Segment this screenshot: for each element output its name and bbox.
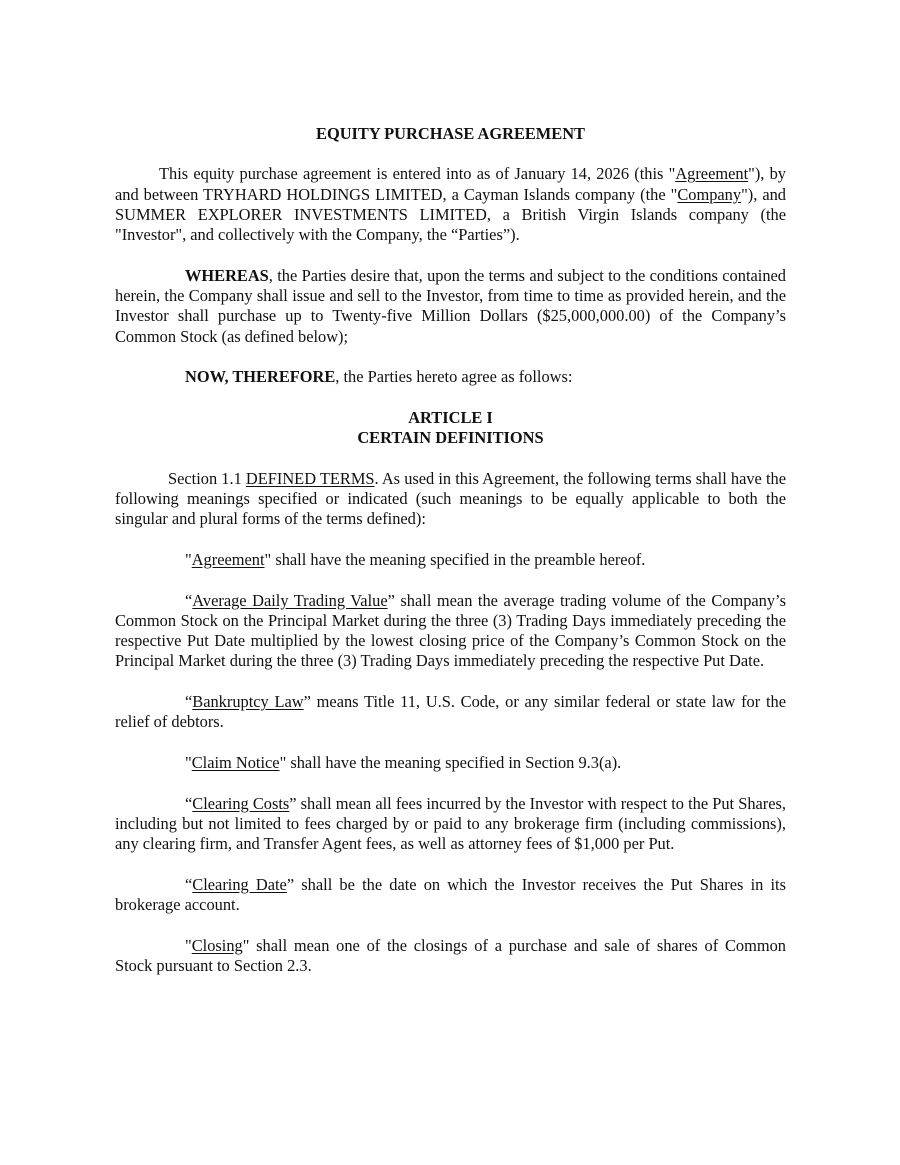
now-therefore-paragraph: NOW, THEREFORE, the Parties hereto agree as follows: bbox=[185, 367, 573, 387]
document-title: EQUITY PURCHASE AGREEMENT bbox=[316, 124, 585, 143]
definition-item: “Clearing Costs” shall mean all fees incurred by the Investor with respect to the Put Shares, including but not limited to fees charged by or paid to any brokerage firm (including commissions), any clearing firm, and Transfer Agent fees, as well as attorney fees of $1,000 per Put. bbox=[115, 793, 787, 854]
definition-item: "Agreement" shall have the meaning specified in the preamble hereof. bbox=[185, 549, 646, 569]
definition-item: “Clearing Date” shall be the date on which the Investor receives the Put Shares in its brokerage account. bbox=[115, 874, 786, 914]
whereas-paragraph: WHEREAS, the Parties desire that, upon the terms and subject to the conditions contained herein, the Company shall issue and sell to the Investor, from time to time as provided herein, and the Investor shall purchase up to Twenty-five Million Dollars ($25,000,000.00) of the Company’s Common Stock (as defined below); bbox=[115, 265, 786, 346]
definition-item: “Bankruptcy Law” means Title 11, U.S. Code, or any similar federal or state law for the relief of debtors. bbox=[115, 692, 786, 732]
defined-term-company: Company bbox=[677, 184, 742, 204]
definition-item: "Claim Notice" shall have the meaning specified in Section 9.3(a). bbox=[185, 752, 622, 772]
definition-item: "Closing" shall mean one of the closings of a purchase and sale of shares of Common Stock pursuant to Section 2.3. bbox=[115, 935, 786, 975]
section-title: DEFINED TERMS bbox=[245, 468, 375, 488]
preamble-paragraph: This equity purchase agreement is entered into as of January 14, 2026 (this "Agreement"), by and between TRYHARD HOLDINGS LIMITED, a Cayman Islands company (the "Company"), and SUMMER EXPLORER INVESTMENTS LIMITED, a British Virgin Islands company (the "Investor", and collectively with the Company, the “Parties”). bbox=[115, 164, 786, 245]
defined-term-agreement: Agreement bbox=[675, 164, 749, 184]
section-1-1-paragraph: Section 1.1 DEFINED TERMS. As used in this Agreement, the following terms shall have the following meanings specified or indicated (such meanings to be equally applicable to both the singular and plural forms of the terms defined): bbox=[115, 468, 786, 529]
document-page bbox=[115, 124, 786, 976]
article-number: ARTICLE I bbox=[408, 407, 493, 427]
article-heading: CERTAIN DEFINITIONS bbox=[357, 428, 544, 448]
definition-item: “Average Daily Trading Value” shall mean the average trading volume of the Company’s Common Stock on the Principal Market during the three (3) Trading Days immediately preceding the respective Put Date multiplied by the lowest closing price of the Company’s Common Stock on the Principal Market during the three (3) Trading Days immediately preceding the respective Put Date. bbox=[115, 590, 786, 671]
